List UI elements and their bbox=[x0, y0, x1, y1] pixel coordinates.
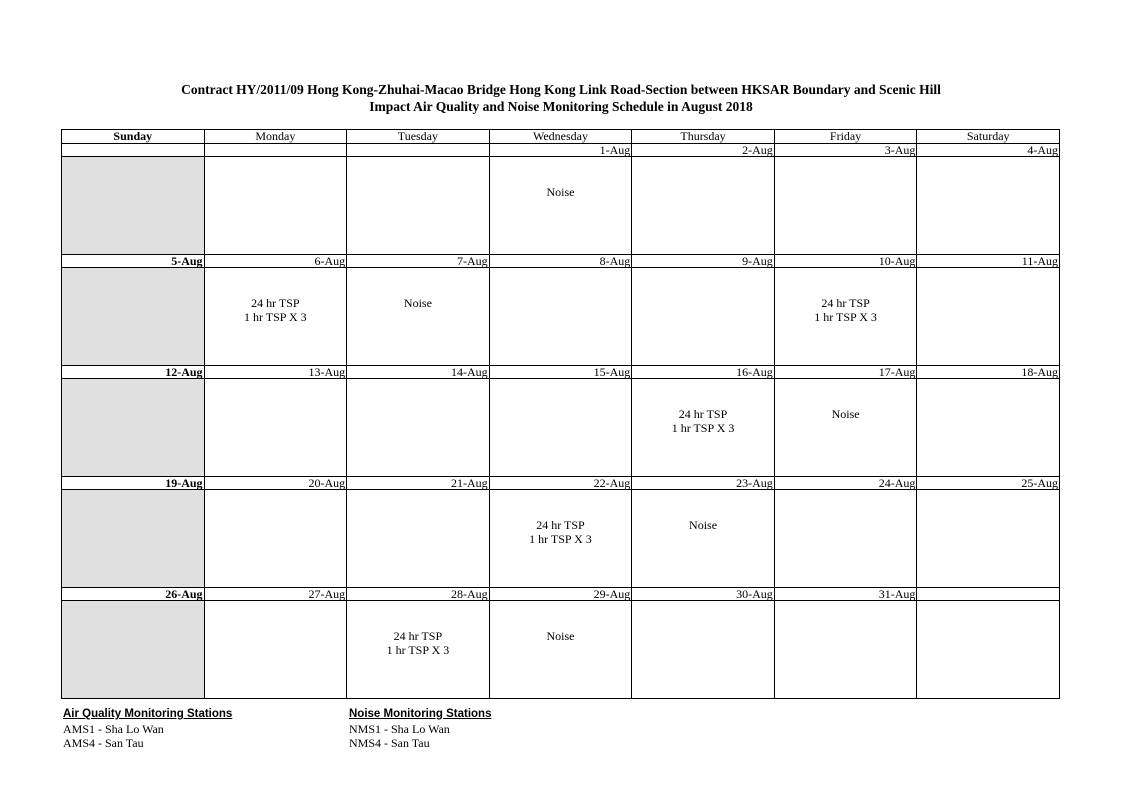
date-cell bbox=[62, 144, 205, 157]
date-cell: 10-Aug bbox=[774, 255, 917, 268]
schedule-cell bbox=[204, 601, 347, 699]
schedule-cell bbox=[489, 490, 632, 588]
monitoring-activity: Noise bbox=[546, 629, 575, 643]
date-cell: 17-Aug bbox=[774, 366, 917, 379]
schedule-row bbox=[62, 268, 1060, 366]
schedule-cell bbox=[62, 601, 205, 699]
schedule-cell bbox=[62, 157, 205, 255]
schedule-row bbox=[62, 490, 1060, 588]
weekday-header: Tuesday bbox=[347, 130, 490, 144]
schedule-cell bbox=[917, 601, 1060, 699]
date-cell: 31-Aug bbox=[774, 588, 917, 601]
schedule-cell bbox=[489, 268, 632, 366]
date-cell: 3-Aug bbox=[774, 144, 917, 157]
date-cell: 29-Aug bbox=[489, 588, 632, 601]
air-quality-legend-heading: Air Quality Monitoring Stations bbox=[63, 708, 233, 720]
monitoring-activity: Noise bbox=[831, 407, 860, 421]
date-cell: 1-Aug bbox=[489, 144, 632, 157]
schedule-cell bbox=[347, 379, 490, 477]
air-quality-legend bbox=[63, 707, 232, 751]
date-cell: 24-Aug bbox=[774, 477, 917, 490]
schedule-row bbox=[62, 601, 1060, 699]
date-cell: 25-Aug bbox=[917, 477, 1060, 490]
monitoring-activity: 24 hr TSP 1 hr TSP X 3 bbox=[244, 296, 307, 324]
schedule-cell bbox=[204, 379, 347, 477]
document-subtitle: Impact Air Quality and Noise Monitoring Schedule in August 2018 bbox=[369, 99, 753, 114]
schedule-cell bbox=[774, 157, 917, 255]
date-cell: 5-Aug bbox=[62, 255, 205, 268]
schedule-cell bbox=[489, 157, 632, 255]
air-station-item: AMS1 - Sha Lo Wan bbox=[63, 721, 164, 736]
document-title: Contract HY/2011/09 Hong Kong-Zhuhai-Macao Bridge Hong Kong Link Road-Section between HKSAR Boundary and Scenic Hill bbox=[181, 82, 941, 97]
schedule-cell bbox=[632, 379, 775, 477]
schedule-cell bbox=[774, 490, 917, 588]
monitoring-activity: Noise bbox=[546, 185, 575, 199]
date-cell bbox=[204, 144, 347, 157]
schedule-cell bbox=[917, 490, 1060, 588]
schedule-cell bbox=[347, 268, 490, 366]
noise-legend-heading: Noise Monitoring Stations bbox=[349, 708, 492, 720]
date-cell: 7-Aug bbox=[347, 255, 490, 268]
weekday-header: Saturday bbox=[917, 130, 1060, 144]
date-cell: 9-Aug bbox=[632, 255, 775, 268]
date-cell: 22-Aug bbox=[489, 477, 632, 490]
air-station-item: AMS4 - San Tau bbox=[63, 736, 144, 750]
schedule-cell bbox=[917, 379, 1060, 477]
schedule-cell bbox=[347, 490, 490, 588]
date-cell: 4-Aug bbox=[917, 144, 1060, 157]
date-cell: 19-Aug bbox=[62, 477, 205, 490]
date-cell: 28-Aug bbox=[347, 588, 490, 601]
date-cell: 30-Aug bbox=[632, 588, 775, 601]
schedule-cell bbox=[62, 379, 205, 477]
schedule-cell bbox=[489, 379, 632, 477]
schedule-cell bbox=[489, 601, 632, 699]
schedule-cell bbox=[632, 157, 775, 255]
schedule-cell bbox=[774, 268, 917, 366]
schedule-cell bbox=[774, 379, 917, 477]
schedule-cell bbox=[917, 157, 1060, 255]
monitoring-activity: 24 hr TSP 1 hr TSP X 3 bbox=[386, 629, 450, 657]
date-cell: 6-Aug bbox=[204, 255, 347, 268]
date-row bbox=[62, 144, 1060, 157]
date-cell: 15-Aug bbox=[489, 366, 632, 379]
schedule-cell bbox=[917, 268, 1060, 366]
date-row bbox=[62, 477, 1060, 490]
weekday-header: Monday bbox=[204, 130, 347, 144]
noise-station-item: NMS4 - San Tau bbox=[349, 736, 430, 750]
date-row bbox=[62, 255, 1060, 268]
date-cell: 13-Aug bbox=[204, 366, 347, 379]
monitoring-activity: Noise bbox=[403, 296, 432, 310]
date-cell: 11-Aug bbox=[917, 255, 1060, 268]
schedule-cell bbox=[62, 490, 205, 588]
monitoring-calendar bbox=[61, 129, 1060, 699]
date-cell: 18-Aug bbox=[917, 366, 1060, 379]
weekday-header: Friday bbox=[774, 130, 917, 144]
date-row bbox=[62, 366, 1060, 379]
schedule-cell bbox=[204, 490, 347, 588]
monitoring-activity: Noise bbox=[689, 518, 718, 532]
schedule-cell bbox=[204, 268, 347, 366]
schedule-cell bbox=[774, 601, 917, 699]
date-cell bbox=[917, 588, 1060, 601]
schedule-cell bbox=[347, 157, 490, 255]
noise-legend bbox=[349, 707, 491, 751]
date-row bbox=[62, 588, 1060, 601]
date-cell: 14-Aug bbox=[347, 366, 490, 379]
date-cell: 20-Aug bbox=[204, 477, 347, 490]
date-cell bbox=[347, 144, 490, 157]
noise-station-item: NMS1 - Sha Lo Wan bbox=[349, 721, 450, 736]
schedule-cell bbox=[62, 268, 205, 366]
schedule-row bbox=[62, 379, 1060, 477]
date-cell: 26-Aug bbox=[62, 588, 205, 601]
date-cell: 2-Aug bbox=[632, 144, 775, 157]
date-cell: 23-Aug bbox=[632, 477, 775, 490]
schedule-cell bbox=[347, 601, 490, 699]
schedule-cell bbox=[632, 601, 775, 699]
monitoring-activity: 24 hr TSP 1 hr TSP X 3 bbox=[814, 296, 877, 324]
monitoring-activity: 24 hr TSP 1 hr TSP X 3 bbox=[671, 407, 735, 435]
weekday-header: Sunday bbox=[62, 130, 205, 144]
date-cell: 12-Aug bbox=[62, 366, 205, 379]
schedule-cell bbox=[632, 490, 775, 588]
date-cell: 16-Aug bbox=[632, 366, 775, 379]
weekday-header-row bbox=[62, 130, 1060, 144]
schedule-cell bbox=[632, 268, 775, 366]
date-cell: 27-Aug bbox=[204, 588, 347, 601]
monitoring-activity: 24 hr TSP 1 hr TSP X 3 bbox=[529, 518, 592, 546]
schedule-cell bbox=[204, 157, 347, 255]
weekday-header: Thursday bbox=[632, 130, 775, 144]
date-cell: 21-Aug bbox=[347, 477, 490, 490]
weekday-header: Wednesday bbox=[489, 130, 632, 144]
date-cell: 8-Aug bbox=[489, 255, 632, 268]
schedule-row bbox=[62, 157, 1060, 255]
